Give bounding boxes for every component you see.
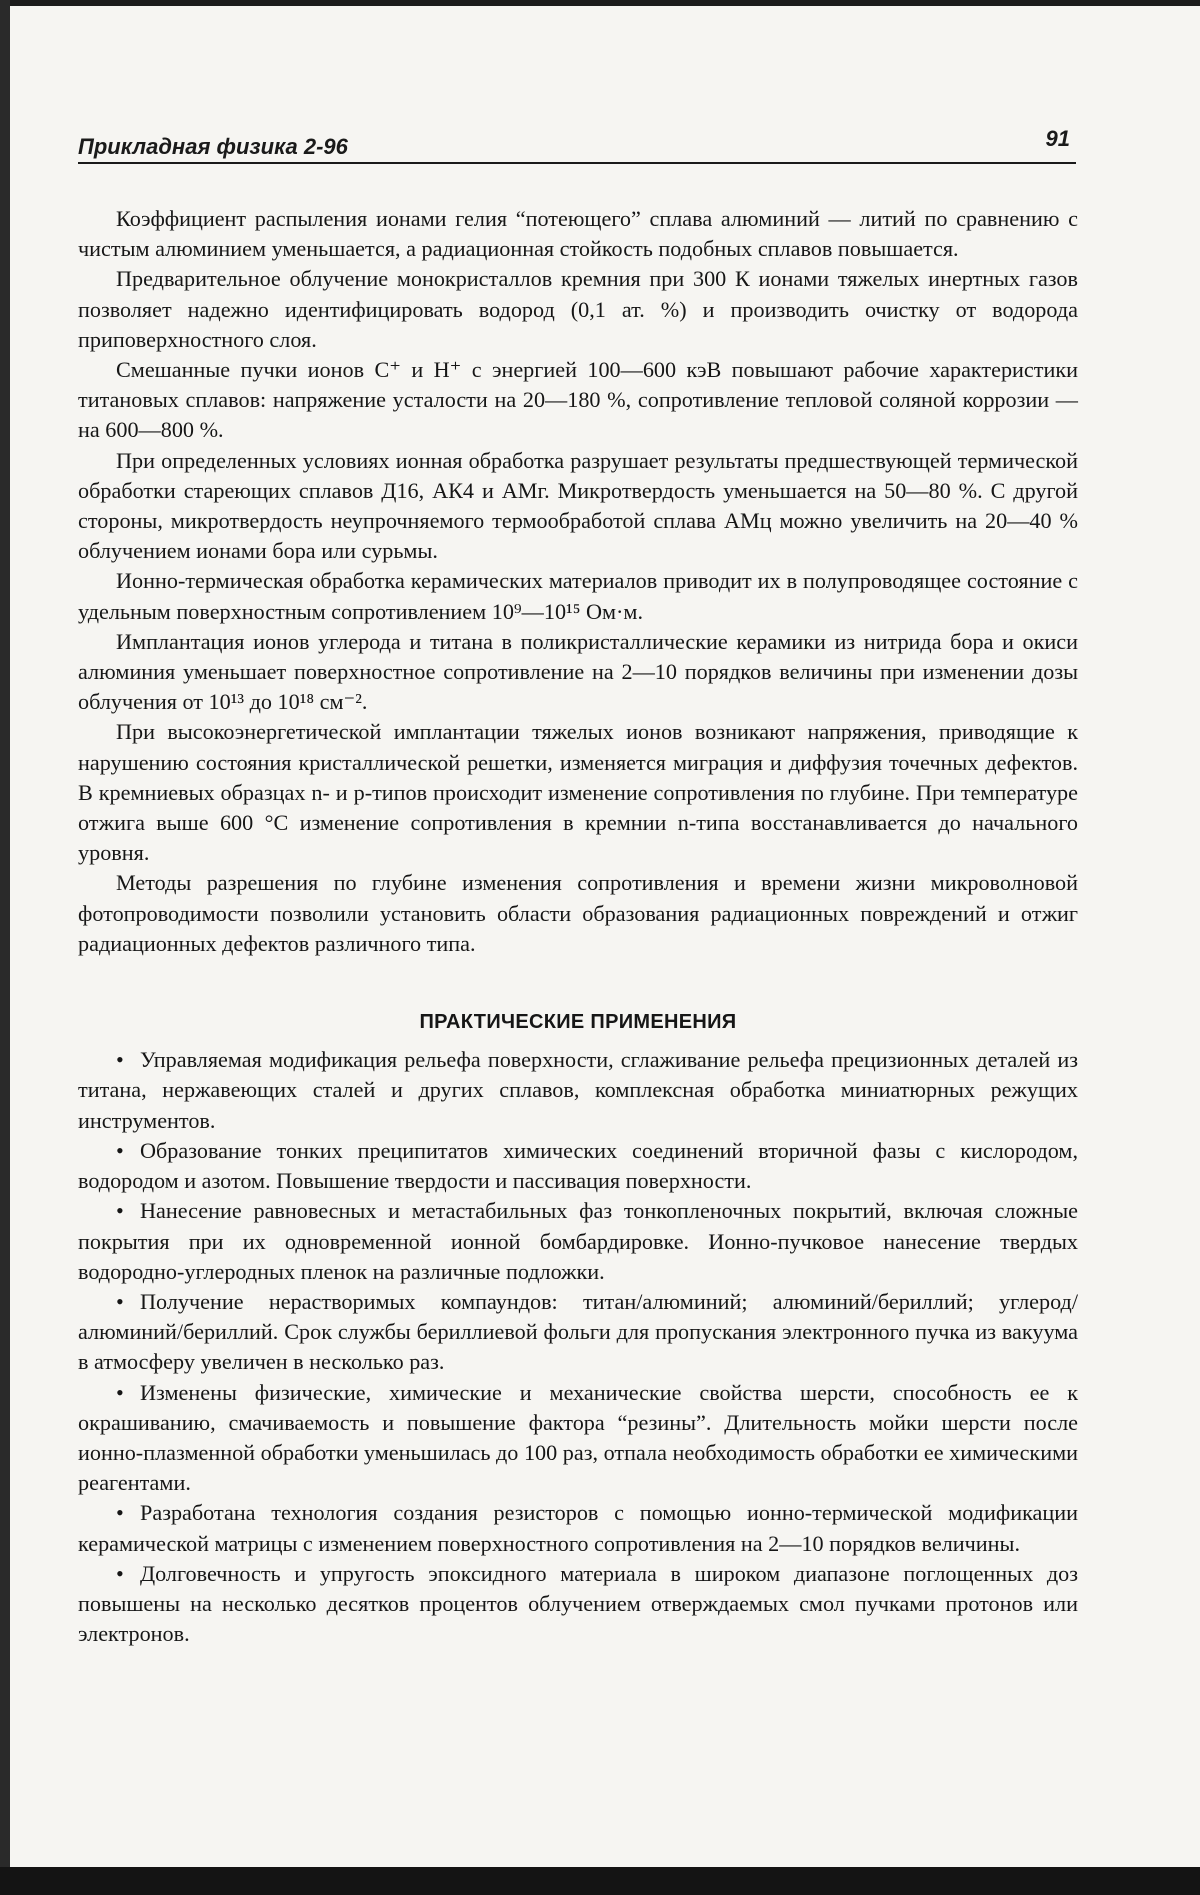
applications-list bbox=[78, 1045, 1078, 1649]
list-item-text: Управляемая модификация рельефа поверхности, сглаживание рельефа прецизионных деталей из титана, нержавеющих сталей и других сплавов, комплексная обработка миниатюрных режущих инструментов. bbox=[78, 1047, 1078, 1133]
bullet-icon: • bbox=[116, 1047, 124, 1073]
list-item bbox=[78, 1196, 1078, 1287]
list-item-text: Долговечность и упругость эпоксидного материала в широком диапазоне поглощенных доз повышены на несколько десятков процентов облучением отверждаемых смол пучками протонов или электронов. bbox=[78, 1560, 1078, 1647]
list-item-text: Изменены физические, химические и механические свойства шерсти, способность ее к окрашиванию, смачиваемость и повышение фактора “резины”. Длительность мойки шерсти после ионно-плазменной обработки уменьшилась до 100 раз, отпала необходимость обработки ее химическими реагентами. bbox=[78, 1379, 1078, 1496]
paragraph: Методы разрешения по глубине изменения сопротивления и времени жизни микроволновой фотопроводимости позволили установить области образования радиационных повреждений и отжиг радиационных дефектов различного типа. bbox=[78, 870, 1078, 956]
scan-left-edge bbox=[0, 0, 10, 1895]
bullet-icon: • bbox=[116, 1560, 124, 1586]
scan-bottom-edge bbox=[0, 1867, 1200, 1895]
list-item-text: Нанесение равновесных и метастабильных фаз тонкопленочных покрытий, включая сложные покрытия при их одновременной ионной бомбардировке. Ионно-пучковое нанесение твердых водородно-углеродных пленок на различные подложки. bbox=[78, 1198, 1078, 1284]
list-item-text: Разработана технология создания резисторов с помощью ионно-термической модификации керамической матрицы с изменением поверхностного сопротивления на 2—10 порядков величины. bbox=[78, 1500, 1078, 1556]
scan-top-edge bbox=[0, 0, 1200, 6]
list-item bbox=[78, 1136, 1078, 1196]
paragraph: Коэффициент распыления ионами гелия “потеющего” сплава алюминий — литий по сравнению с чистым алюминием уменьшается, а радиационная стойкость подобных сплавов повышается. bbox=[78, 206, 1078, 262]
bullet-icon: • bbox=[116, 1288, 124, 1314]
page-number: 91 bbox=[1045, 126, 1070, 151]
section-heading: ПРАКТИЧЕСКИЕ ПРИМЕНЕНИЯ bbox=[419, 1011, 737, 1034]
paragraph: Имплантация ионов углерода и титана в поликристаллические керамики из нитрида бора и окиси алюминия уменьшает поверхностное сопротивление на 2—10 порядков величины при изменении дозы облучения от 10¹³ до 10¹⁸ см⁻². bbox=[78, 628, 1078, 715]
list-item bbox=[78, 1498, 1078, 1558]
bullet-icon: • bbox=[116, 1137, 124, 1163]
paragraph: При высокоэнергетической имплантации тяжелых ионов возникают напряжения, приводящие к нарушению состояния кристаллической решетки, изменяется миграция и диффузия точечных дефектов. В кремниевых образцах n- и p-типов происходит изменение сопротивления по глубине. При температуре отжига выше 600 °C изменение сопротивления в кремнии n-типа восстанавливается до начального уровня. bbox=[78, 719, 1078, 866]
bullet-icon: • bbox=[116, 1198, 124, 1224]
list-item bbox=[78, 1559, 1078, 1650]
paragraph: Ионно-термическая обработка керамических материалов приводит их в полупроводящее состояние с удельным поверхностным сопротивлением 10⁹—10¹⁵ Ом·м. bbox=[78, 568, 1078, 624]
bullet-icon: • bbox=[116, 1379, 124, 1405]
bullet-icon: • bbox=[116, 1500, 124, 1526]
journal-title: Прикладная физика 2-96 bbox=[78, 134, 348, 159]
paragraph: Предварительное облучение монокристаллов кремния при 300 К ионами тяжелых инертных газов позволяет надежно идентифицировать водород (0,1 ат. %) и производить очистку от водорода приповерхностного слоя. bbox=[78, 266, 1078, 352]
list-item-text: Получение нерастворимых компаундов: титан/алюминий; алюминий/бериллий; углерод/алюминий/бериллий. Срок службы бериллиевой фольги для пропускания электронного пучка из вакуума в атмосферу увеличен в несколько раз. bbox=[78, 1288, 1078, 1375]
list-item bbox=[78, 1287, 1078, 1378]
paragraph: При определенных условиях ионная обработка разрушает результаты предшествующей термической обработки стареющих сплавов Д16, АК4 и АМг. Микротвердость уменьшается на 50—80 %. С другой стороны, микротвердость неупрочняемого термообработой сплава АМц можно увеличить на 20—40 % облучением ионами бора или сурьмы. bbox=[78, 447, 1078, 564]
list-item bbox=[78, 1045, 1078, 1136]
running-header bbox=[78, 126, 1076, 164]
paragraph: Смешанные пучки ионов C⁺ и H⁺ с энергией 100—600 кэВ повышают рабочие характеристики титановых сплавов: напряжение усталости на 20—180 %, сопротивление тепловой соляной коррозии — на 600—800 %. bbox=[78, 357, 1078, 443]
article-body bbox=[78, 204, 1078, 1649]
list-item-text: Образование тонких преципитатов химических соединений вторичной фазы с кислородом, водородом и азотом. Повышение твердости и пассивация поверхности. bbox=[78, 1137, 1078, 1194]
list-item bbox=[78, 1378, 1078, 1499]
